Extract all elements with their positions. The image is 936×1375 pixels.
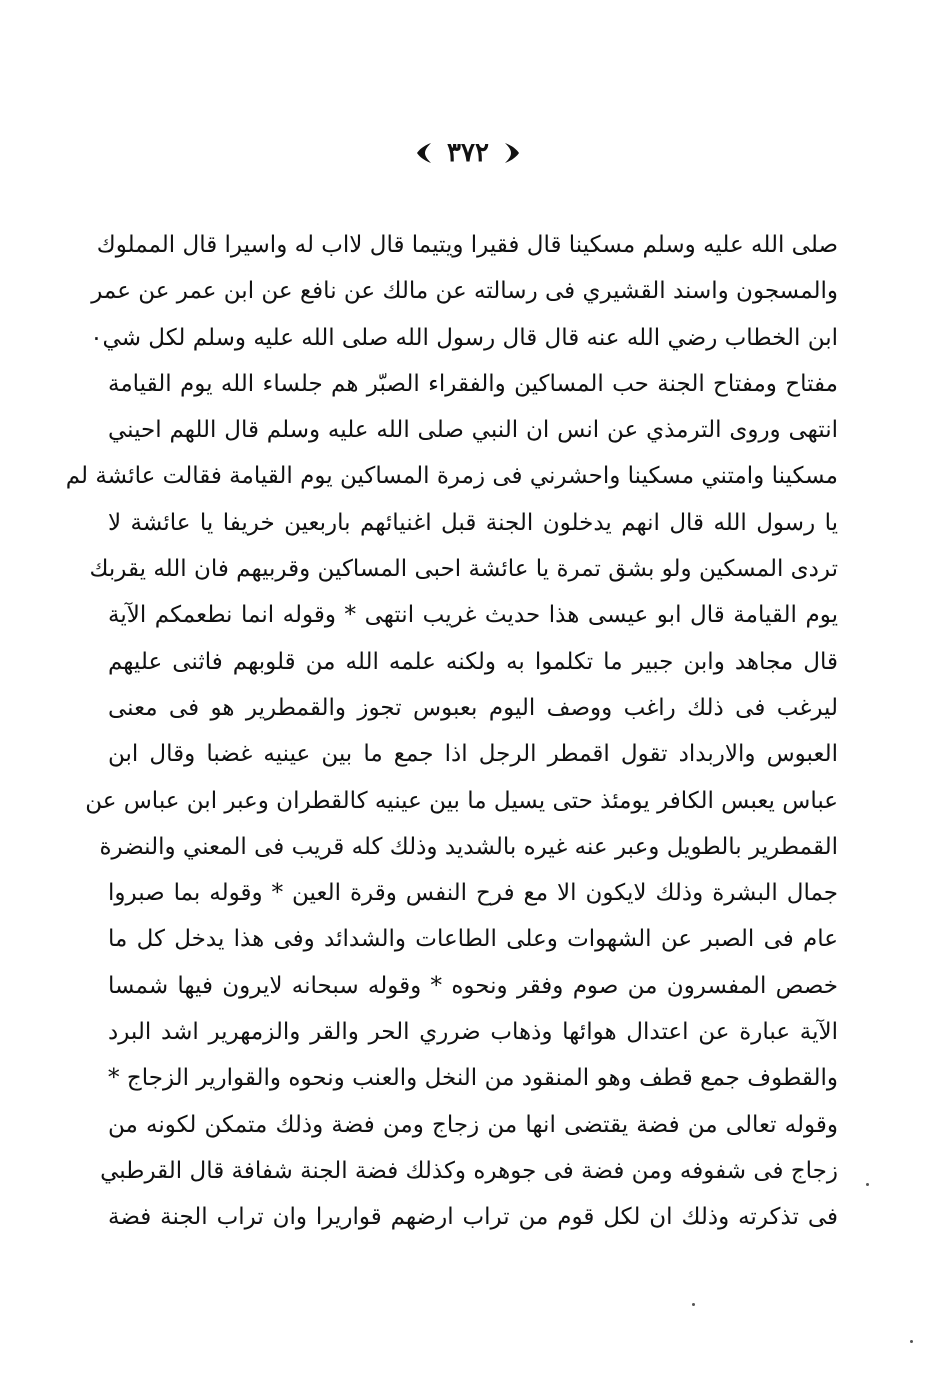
text-line: العبوس والاربداد تقول اقمطر الرجل اذا جمع ما بين عينيه غضبا وقال ابن	[108, 741, 838, 768]
text-line: خصص المفسرون من صوم وفقر ونحوه * وقوله سبحانه لايرون فيها شمسا	[108, 972, 838, 999]
text-line: الآية عبارة عن اعتدال هوائها وذهاب ضرري الحر والقر والزمهرير اشد البرد	[108, 1019, 838, 1046]
text-line: يا رسول الله قال انهم يدخلون الجنة قبل اغنيائهم باربعين خريفا يا عائشة لا	[108, 509, 838, 536]
text-line: وقوله تعالى من فضة يقتضى انها من زجاج ومن فضة وذلك متمكن لكونه من	[108, 1111, 838, 1138]
body-text	[65, 222, 838, 1241]
scan-speck	[866, 1183, 869, 1186]
text-line: ابن الخطاب رضي الله عنه قال قال رسول الله صلى الله عليه وسلم لكل شي٠	[90, 324, 838, 351]
text-line: عباس يعبس الكافر يومئذ حتى يسيل ما بين عينيه كالقطران وعبر ابن عباس عن	[85, 787, 838, 814]
scan-speck	[910, 1340, 913, 1343]
left-ornament-icon	[415, 142, 433, 164]
page-number: ٣٧٢	[447, 138, 489, 168]
text-line: مفتاح ومفتاح الجنة حب المساكين والفقراء الصبّر هم جلساء الله يوم القيامة	[108, 370, 838, 397]
text-line: ليرغب فى ذلك راغب ووصف اليوم بعبوس تجوز والقمطرير هو فى معنى	[108, 694, 838, 721]
text-line: والمسجون واسند القشيري فى رسالته عن مالك عن نافع عن ابن عمر عن عمر	[91, 278, 838, 305]
text-line: انتهى وروى الترمذي عن انس ان النبي صلى الله عليه وسلم قال اللهم احيني	[108, 417, 838, 444]
text-line: يوم القيامة قال ابو عيسى هذا حديث غريب انتهى * وقوله انما نطعمكم الآية	[108, 602, 838, 629]
scan-speck	[692, 1303, 695, 1306]
text-line: مسكينا وامتني مسكينا واحشرني فى زمرة المساكين يوم القيامة فقالت عائشة لم	[65, 463, 838, 490]
text-line: تردى المسكين ولو بشق تمرة يا عائشة احبى المساكين وقربيهم فان الله يقربك	[89, 556, 838, 583]
text-line: قال مجاهد وابن جبير ما تكلموا به ولكنه علمه الله من قلوبهم فاثنى عليهم	[108, 648, 838, 675]
text-line: زجاج فى شفوفه ومن فضة فى جوهره وكذلك فضة الجنة شفافة قال القرطبي	[100, 1157, 838, 1184]
text-line: عام فى الصبر عن الشهوات وعلى الطاعات والشدائد وفى هذا يدخل كل ما	[108, 926, 838, 953]
text-line: فى تذكرته وذلك ان لكل قوم من تراب ارضهم قواريرا وان تراب الجنة فضة	[108, 1204, 838, 1231]
text-line: صلى الله عليه وسلم مسكينا قال فقيرا ويتيما قال لااب له واسيرا قال المملوك	[96, 232, 838, 258]
text-line: القمطرير بالطويل وعبر عنه غيره بالشديد وذلك كله قريب فى المعني والنضرة	[99, 833, 838, 860]
text-line: جمال البشرة وذلك لايكون الا مع فرح النفس وقرة العين * وقوله بما صبروا	[108, 880, 838, 907]
right-ornament-icon	[503, 142, 521, 164]
text-line: والقطوف جمع قطف وهو المنقود من النخل والعنب ونحوه والقوارير الزجاج *	[108, 1065, 838, 1092]
page-header	[0, 140, 936, 166]
